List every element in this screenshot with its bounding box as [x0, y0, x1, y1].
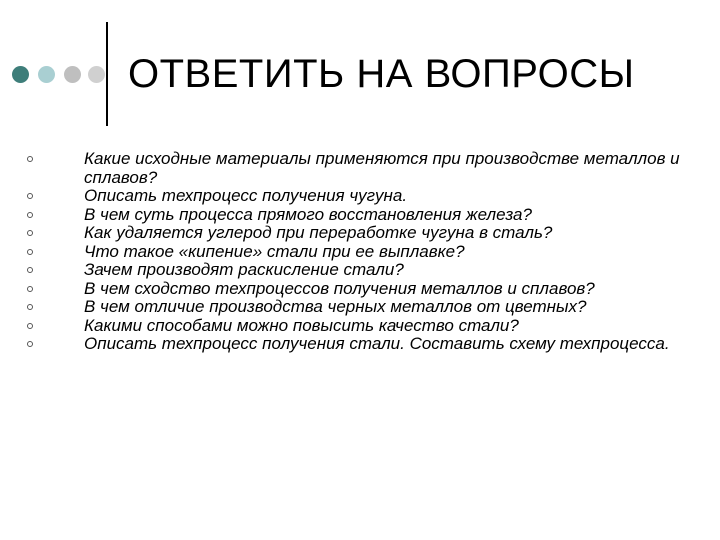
question-text: Что такое «кипение» стали при ее выплавке? [84, 241, 465, 261]
question-text: В чем отличие производства черных металлов от цветных? [84, 297, 587, 316]
question-item-9 [0, 317, 720, 336]
question-text: Как удаляется углерод при переработке чугуна в сталь? [84, 223, 553, 242]
page-title: ОТВЕТИТЬ НА ВОПРОСЫ [128, 52, 635, 96]
question-list [0, 150, 720, 354]
ring-bullet-icon [27, 193, 33, 199]
ring-bullet-icon [27, 323, 33, 329]
title-divider-line [106, 22, 108, 126]
question-item-2 [0, 187, 720, 206]
question-text: В чем суть процесса прямого восстановления железа? [84, 204, 532, 224]
question-item-4 [0, 224, 720, 243]
question-item-10 [0, 335, 720, 354]
dot-3 [64, 66, 81, 83]
ring-bullet-icon [27, 156, 33, 162]
dot-1 [12, 66, 29, 83]
dot-2 [38, 66, 55, 83]
ring-bullet-icon [27, 267, 33, 273]
ring-bullet-icon [27, 249, 33, 255]
question-text: Какие исходные материалы применяются при производстве металлов и сплавов? [84, 149, 680, 187]
question-item-1 [0, 150, 720, 187]
question-item-6 [0, 261, 720, 280]
question-text: Описать техпроцесс получения чугуна. [84, 186, 408, 205]
ring-bullet-icon [27, 230, 33, 236]
ring-bullet-icon [27, 212, 33, 218]
question-item-8 [0, 298, 720, 317]
question-text: Какими способами можно повысить качество стали? [84, 315, 519, 335]
question-item-5 [0, 243, 720, 262]
dot-4 [88, 66, 105, 83]
ring-bullet-icon [27, 304, 33, 310]
decorative-dots [12, 66, 102, 86]
question-item-3 [0, 206, 720, 225]
question-text: Зачем производят раскисление стали? [84, 260, 404, 279]
question-text: В чем сходство техпроцессов получения металлов и сплавов? [84, 278, 595, 298]
question-text: Описать техпроцесс получения стали. Составить схему техпроцесса. [84, 334, 670, 353]
ring-bullet-icon [27, 286, 33, 292]
question-item-7 [0, 280, 720, 299]
ring-bullet-icon [27, 341, 33, 347]
